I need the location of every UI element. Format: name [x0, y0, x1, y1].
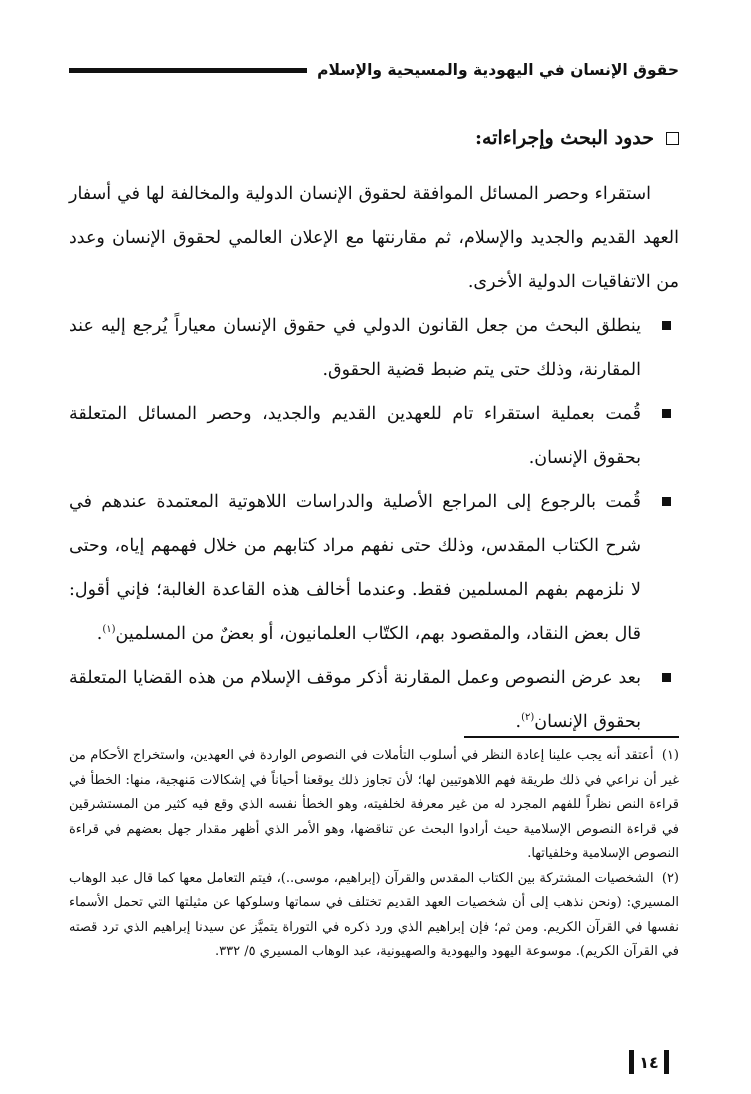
bullet-text: قُمت بالرجوع إلى المراجع الأصلية والدراسات اللاهوتية المعتمدة عندهم في شرح الكتاب المقدس، وذلك حتى نفهم مراد كتابهم من خلال فهمهم إياه، وحتى لا نلزمهم بفهم المسلمين فقط. وعندما أخالف هذه القاعدة الغالبة؛ فإني أقول: قال بعض النقاد، والمقصود بهم، الكتّاب العلمانيون، أو بعضٌ من المسلمين: [69, 492, 641, 644]
bullet-item: [69, 304, 679, 392]
bullet-square-icon: [662, 321, 671, 330]
page-number-text: ١٤: [639, 1052, 659, 1072]
footnote: [69, 744, 679, 867]
page-number-bar-right: [664, 1050, 669, 1074]
bullet-text: ينطلق البحث من جعل القانون الدولي في حقوق الإنسان معياراً يُرجع إليه عند المقارنة، وذلك حتى يتم ضبط قضية الحقوق.: [69, 316, 641, 380]
footnote-marker: (٢): [661, 870, 679, 886]
bullet-item: [69, 480, 679, 656]
running-header: [69, 56, 679, 84]
checkbox-icon: [666, 132, 679, 145]
page-number: [626, 1050, 672, 1074]
footnote-reference[interactable]: (٢): [521, 712, 535, 724]
footnote-text: أعتقد أنه يجب علينا إعادة النظر في أسلوب التأملات في النصوص الواردة في العهدين، واستخراج الأحكام من غير أن نراعي في ذلك طريقة فهم اللاهوتيين لها؛ لأن تجاوز ذلك يوقعنا أحياناً في إشكالات مَنهجية، منها: الخطأ في قراءة النص نظراً للفهم المجرد له من غير معرفة لخلفيته، وهو الخطأ نفسه الذي وقع فيه كثير من المستشرقين في قراءة النصوص الإسلامية حيث أرادوا البحث عن تناقضها، وهو الأمر الذي أظهر مقدار جهل بعضهم في قراءة النصوص الإسلامية وخلفياتها.: [69, 748, 679, 861]
section-heading: [69, 127, 679, 149]
running-header-title: حقوق الإنسان في اليهودية والمسيحية والإسلام: [317, 61, 679, 79]
bullet-square-icon: [662, 673, 671, 682]
header-rule: [69, 68, 307, 73]
bullet-tail: .: [96, 624, 103, 644]
bullet-square-icon: [662, 409, 671, 418]
bullet-tail: .: [515, 712, 522, 732]
footnote-text: الشخصيات المشتركة بين الكتاب المقدس والقرآن (إبراهيم، موسى..)، فيتم التعامل معها كما قال عبد الوهاب المسيري: (ونحن نذهب إلى أن شخصيات العهد القديم تختلف في سماتها وسلوكها عن مثيلتها التي تحمل الأسماء نفسها في القرآن الكريم. ومن ثم؛ فإن إبراهيم الذي ورد ذكره في التوراة يتميَّز عن سيدنا إبراهيم الذي ترد قصته في القرآن الكريم). موسوعة اليهود واليهودية والصهيونية، عبد الوهاب المسيري ٥/ ٣٣٢.: [69, 870, 679, 959]
footnote-reference[interactable]: (١): [102, 624, 116, 636]
footnote-marker: (١): [661, 748, 679, 763]
footnote: [69, 867, 679, 965]
bullet-square-icon: [662, 497, 671, 506]
bullet-item: [69, 656, 679, 744]
intro-paragraph: استقراء وحصر المسائل الموافقة لحقوق الإنسان الدولية والمخالفة لها في أسفار العهد القديم والجديد والإسلام، ثم مقارنتها مع الإعلان العالمي لحقوق الإنسان وعدد من الاتفاقيات الدولية الأخرى.: [69, 184, 679, 292]
bullet-list: [69, 304, 679, 744]
bullet-item: [69, 392, 679, 480]
footnote-separator: [464, 736, 679, 738]
section-heading-text: حدود البحث وإجراءاته:: [475, 127, 654, 149]
bullet-text: قُمت بعملية استقراء تام للعهدين القديم والجديد، وحصر المسائل المتعلقة بحقوق الإنسان.: [69, 404, 641, 468]
footnotes: [69, 744, 679, 965]
bullet-text: بعد عرض النصوص وعمل المقارنة أذكر موقف الإسلام من هذه القضايا المتعلقة بحقوق الإنسان: [69, 668, 641, 732]
